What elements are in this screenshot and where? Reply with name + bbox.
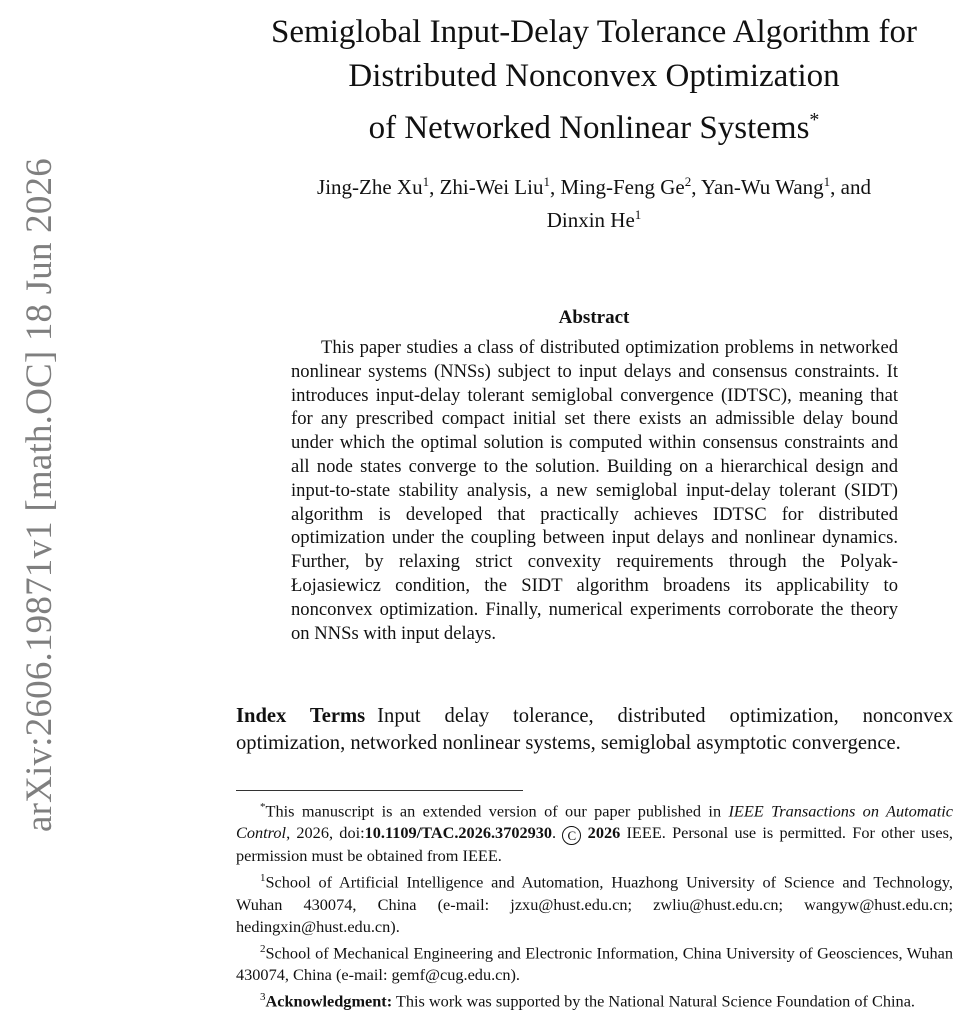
title-line-3-text: of Networked Nonlinear Systems bbox=[368, 110, 810, 146]
index-terms-text: Input delay tolerance, distributed optimization, nonconvex optimization, networked nonlinear systems, semiglobal asymptotic convergence. bbox=[236, 705, 953, 754]
footnote-text: This manuscript is an extended version of our paper published in bbox=[265, 801, 729, 821]
author-name: Dinxin He bbox=[546, 208, 635, 232]
author-affiliation-mark: 1 bbox=[543, 174, 550, 189]
title-line-3 bbox=[240, 98, 948, 150]
footnote-acknowledgment bbox=[236, 986, 953, 1012]
acknowledgment-label: Acknowledgment: bbox=[265, 991, 393, 1011]
author-name: Ming-Feng Ge bbox=[560, 175, 685, 199]
author-affiliation-mark: 1 bbox=[634, 207, 642, 222]
journal-name: IEEE Transactions on Automatic Control bbox=[236, 801, 953, 843]
author bbox=[317, 175, 440, 199]
author-separator: , bbox=[691, 175, 701, 199]
footnote-text: , 2026, doi: bbox=[286, 823, 365, 843]
author-separator: , and bbox=[830, 175, 871, 199]
author-name: Yan-Wu Wang bbox=[700, 175, 824, 199]
author-name: Zhi-Wei Liu bbox=[439, 175, 544, 199]
footnote-text: This work was supported by the National Natural Science Foundation of China. bbox=[392, 991, 915, 1011]
footnote-affiliation-2 bbox=[236, 938, 953, 986]
author-list bbox=[240, 168, 948, 234]
author bbox=[440, 175, 561, 199]
footnote-mark: * bbox=[260, 801, 266, 813]
author-affiliation-mark: 2 bbox=[684, 174, 692, 189]
footnote-affiliation-1 bbox=[236, 867, 953, 937]
author bbox=[547, 208, 642, 232]
abstract-text: This paper studies a class of distributed optimization problems in networked nonlinear systems (NNSs) subject to input delays and consensus constraints. It introduces input-delay tolerant semiglobal convergence (IDTSC), meaning that for any prescribed compact initial set there exists an admissible delay bound under which the optimal solution is computed within consensus constraints and all node states converge to the solution. Building on a hierarchical design and input-to-state stability analysis, a new semiglobal input-delay tolerant (SIDT) algorithm is developed that practically achieves IDTSC for distributed optimization under the coupling between input delays and nonlinear dynamics. Further, by relaxing strict convexity requirements through the Polyak-Łojasiewicz condition, the SIDT algorithm broadens its applicability to nonconvex optimization. Finally, numerical experiments corroborate the theory on NNSs with input delays. bbox=[291, 337, 898, 644]
copyright-year: 2026 bbox=[587, 823, 621, 843]
footnote-mark: 3 bbox=[260, 991, 266, 1004]
arxiv-identifier-stamp: arXiv:2606.19871v1 [math.OC] 18 Jun 2026 bbox=[19, 158, 60, 832]
author-affiliation-mark: 1 bbox=[422, 174, 430, 189]
footnote-text: School of Mechanical Engineering and Electronic Information, China University of Geosciences, Wuhan 430074, China (e-mail: gemf@cug.edu.cn). bbox=[236, 943, 953, 985]
index-terms-label: Index Terms bbox=[236, 705, 366, 727]
footnote-extended-version bbox=[236, 796, 953, 867]
index-terms bbox=[236, 703, 953, 757]
title-footnote-mark: * bbox=[809, 109, 820, 131]
doi-link[interactable]: 10.1109/TAC.2026.3702930 bbox=[364, 823, 553, 843]
author-affiliation-mark: 1 bbox=[823, 174, 831, 189]
title-line-2: Distributed Nonconvex Optimization bbox=[348, 58, 840, 94]
abstract-heading: Abstract bbox=[558, 307, 630, 328]
footnote-mark: 2 bbox=[260, 942, 266, 955]
author-separator: , bbox=[429, 175, 440, 199]
footnote-text: . bbox=[552, 823, 563, 843]
footnote-text: IEEE. Personal use is permitted. For other uses, permission must be obtained from IEEE. bbox=[236, 823, 953, 866]
footnote-text: School of Artificial Intelligence and Automation, Huazhong University of Science and Technology, Wuhan 430074, China (e-mail: jzxu@hust.edu.cn; zwliu@hust.edu.cn; wangyw@hust.edu.cn; hedingxin@hust.edu.cn). bbox=[236, 872, 953, 936]
paper-title bbox=[240, 10, 948, 150]
author bbox=[560, 175, 700, 199]
author-separator: , bbox=[549, 175, 561, 199]
footnotes bbox=[236, 796, 953, 1013]
footnote-mark: 1 bbox=[260, 872, 266, 885]
author bbox=[701, 175, 871, 199]
copyright-icon: C bbox=[562, 826, 581, 845]
title-line-1: Semiglobal Input-Delay Tolerance Algorithm for bbox=[271, 14, 917, 50]
author-name: Jing-Zhe Xu bbox=[317, 175, 423, 199]
footnote-divider bbox=[236, 790, 523, 791]
